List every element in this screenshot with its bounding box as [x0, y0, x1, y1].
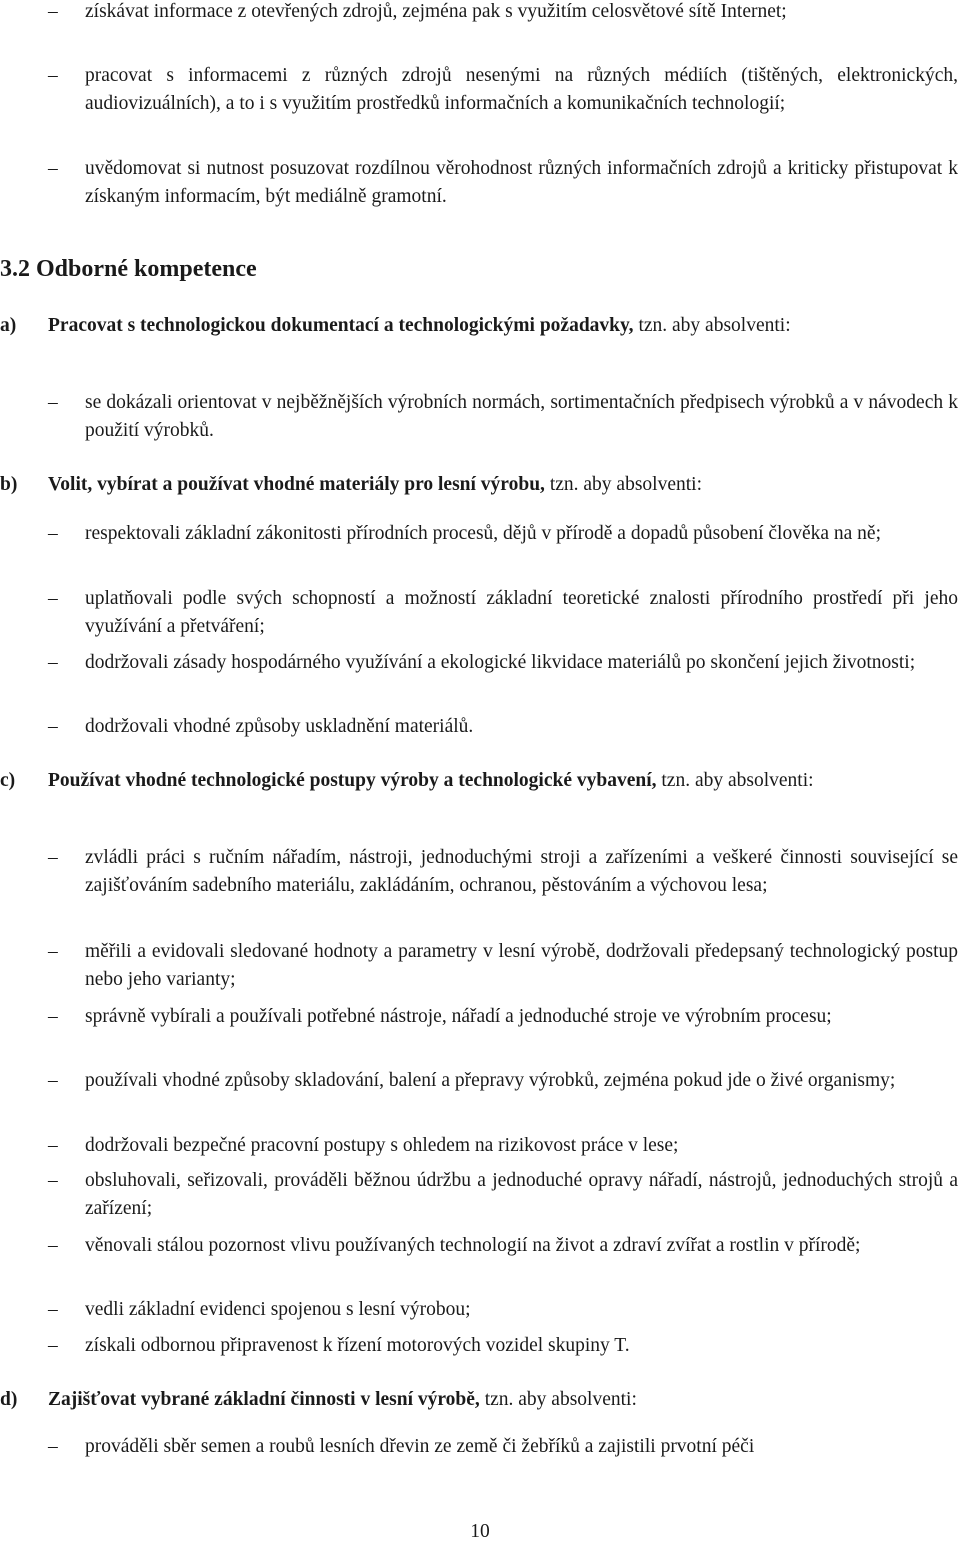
- subsection-suffix: tzn. aby absolventi:: [544, 474, 702, 495]
- list-item-text: prováděli sběr semen a roubů lesních dřevin ze země či žebříků a zajistili prvotní péči: [85, 1436, 755, 1457]
- subsection-title-line: [48, 1386, 958, 1414]
- list-item-text: zvládli práci s ručním nářadím, nástroji, jednoduchými stroji a zařízeními a veškeré činnosti související se zajišťováním sadebního materiálu, zakládáním, ochranou, pěstováním a výchovou lesa;: [85, 847, 958, 896]
- list-item-text: měřili a evidovali sledované hodnoty a parametry v lesní výrobě, dodržovali předepsaný technologický postup nebo jeho varianty;: [85, 941, 958, 990]
- list-item: [48, 1003, 958, 1031]
- dash-bullet: –: [48, 1335, 58, 1356]
- dash-bullet: –: [48, 1135, 58, 1156]
- dash-bullet: –: [48, 652, 58, 673]
- dash-bullet: –: [48, 1436, 58, 1457]
- list-item-text: správně vybírali a používali potřebné nástroje, nářadí a jednoduché stroje ve výrobním procesu;: [85, 1006, 832, 1027]
- list-item: [48, 1232, 958, 1260]
- list-item-text: respektovali základní zákonitosti přírodních procesů, dějů v přírodě a dopadů působení člověka na ně;: [85, 523, 882, 544]
- dash-bullet: –: [48, 392, 58, 413]
- dash-bullet: –: [48, 1, 58, 22]
- subsection-title-line: [48, 312, 958, 340]
- subsection-c-heading: [0, 767, 958, 795]
- subsection-a-heading: [0, 312, 958, 340]
- subsection-title: Používat vhodné technologické postupy výroby a technologické vybavení,: [48, 770, 657, 791]
- dash-bullet: –: [48, 588, 58, 609]
- subsection-suffix: tzn. aby absolventi:: [656, 770, 814, 791]
- list-item: [48, 62, 958, 118]
- dash-bullet: –: [48, 1235, 58, 1256]
- list-item-text: vedli základní evidenci spojenou s lesní výrobou;: [85, 1299, 471, 1320]
- subsection-title: Volit, vybírat a používat vhodné materiály pro lesní výrobu,: [48, 474, 545, 495]
- subsection-title-line: [48, 767, 958, 795]
- list-item-text: dodržovali bezpečné pracovní postupy s ohledem na rizikovost práce v lese;: [85, 1135, 679, 1156]
- list-item: [48, 1296, 958, 1324]
- list-item: [48, 938, 958, 994]
- list-item: [48, 713, 958, 741]
- subsection-suffix: tzn. aby absolventi:: [633, 315, 791, 336]
- section-heading: 3.2 Odborné kompetence: [0, 256, 257, 282]
- subsection-letter: d): [0, 1389, 18, 1410]
- list-item: [48, 649, 958, 677]
- subsection-suffix: tzn. aby absolventi:: [479, 1389, 637, 1410]
- list-item-text: získali odbornou připravenost k řízení motorových vozidel skupiny T.: [85, 1335, 630, 1356]
- list-item: [48, 1433, 958, 1461]
- dash-bullet: –: [48, 716, 58, 737]
- subsection-letter: c): [0, 770, 16, 791]
- dash-bullet: –: [48, 1170, 58, 1191]
- list-item-text: uplatňovali podle svých schopností a možností základní teoretické znalosti přírodního prostředí při jeho využívání a přetváření;: [85, 588, 958, 637]
- list-item-text: obsluhovali, seřizovali, prováděli běžnou údržbu a jednoduché opravy nářadí, nástrojů, jednoduchých strojů a zařízení;: [85, 1170, 958, 1219]
- subsection-letter: a): [0, 315, 17, 336]
- subsection-title: Zajišťovat vybrané základní činnosti v lesní výrobě,: [48, 1389, 480, 1410]
- subsection-b-heading: [0, 471, 958, 499]
- list-item-text: uvědomovat si nutnost posuzovat rozdílnou věrohodnost různých informačních zdrojů a kriticky přistupovat k získaným informacím, být mediálně gramotní.: [85, 158, 958, 207]
- page-number: 10: [470, 1521, 490, 1542]
- list-item: [48, 844, 958, 900]
- subsection-d-heading: [0, 1386, 958, 1414]
- dash-bullet: –: [48, 941, 58, 962]
- list-item: [48, 1067, 958, 1095]
- list-item: [48, 520, 958, 548]
- dash-bullet: –: [48, 158, 58, 179]
- list-item-text: pracovat s informacemi z různých zdrojů nesenými na různých médiích (tištěných, elektronických, audiovizuálních), a to i s využitím prostředků informačních a komunikačních technologií;: [85, 65, 958, 114]
- list-item-text: dodržovali vhodné způsoby uskladnění materiálů.: [85, 716, 474, 737]
- list-item: [48, 155, 958, 211]
- list-item: [48, 389, 958, 445]
- list-item-text: získávat informace z otevřených zdrojů, zejména pak s využitím celosvětové sítě Internet;: [85, 1, 787, 22]
- list-item-text: používali vhodné způsoby skladování, balení a přepravy výrobků, zejména pokud jde o živé organismy;: [85, 1070, 896, 1091]
- list-item-text: dodržovali zásady hospodárného využívání a ekologické likvidace materiálů po skončení jejich životnosti;: [85, 652, 916, 673]
- dash-bullet: –: [48, 1070, 58, 1091]
- dash-bullet: –: [48, 1299, 58, 1320]
- subsection-title: Pracovat s technologickou dokumentací a technologickými požadavky,: [48, 315, 634, 336]
- list-item-text: věnovali stálou pozornost vlivu používaných technologií na život a zdraví zvířat a rostlin v přírodě;: [85, 1235, 861, 1256]
- list-item: [48, 1132, 958, 1160]
- dash-bullet: –: [48, 847, 58, 868]
- dash-bullet: –: [48, 1006, 58, 1027]
- dash-bullet: –: [48, 523, 58, 544]
- list-item: [48, 585, 958, 641]
- subsection-letter: b): [0, 474, 18, 495]
- list-item-text: se dokázali orientovat v nejběžnějších výrobních normách, sortimentačních předpisech výrobků a v návodech k použití výrobků.: [85, 392, 958, 441]
- list-item: [48, 1167, 958, 1223]
- dash-bullet: –: [48, 65, 58, 86]
- list-item: [48, 1332, 958, 1360]
- subsection-title-line: [48, 471, 958, 499]
- list-item: [48, 0, 958, 26]
